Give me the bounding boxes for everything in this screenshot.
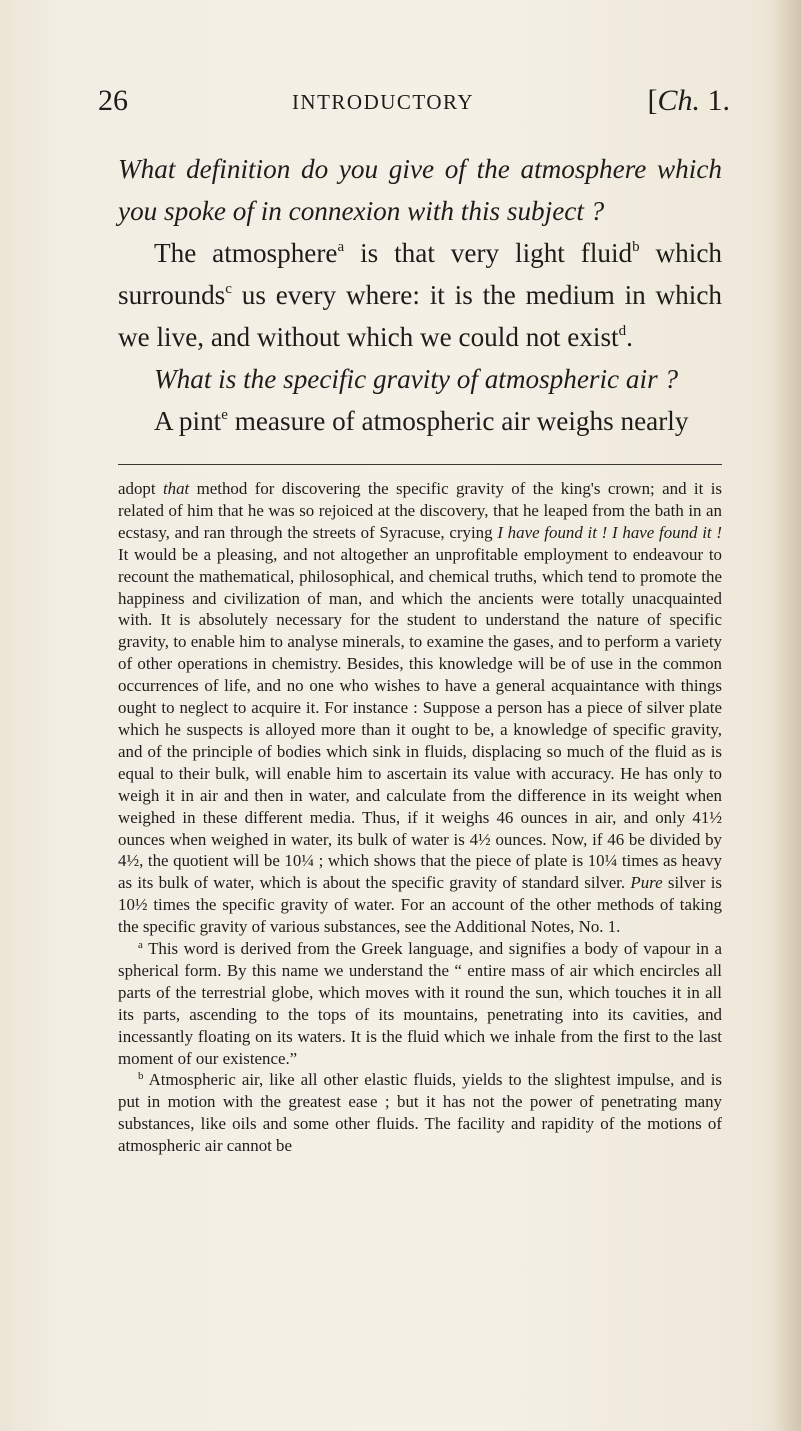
answer-text: measure of atmospheric air weighs nearly — [227, 406, 689, 436]
footnote-ref-a: a — [337, 239, 345, 255]
page-header — [98, 84, 730, 134]
footnote-ref-c: c — [225, 281, 232, 297]
footnote-text: silver is 10½ times the specific gravity of water. For an account of the other methods of taking the specific gravity of various substances, see the Additional Notes, No. 1. — [118, 873, 722, 937]
answer-text: A pint — [154, 406, 222, 436]
footnote-a — [118, 938, 722, 1069]
footnote-ref-b: b — [632, 239, 640, 255]
answer-atmosphere-definition — [118, 232, 722, 358]
answer-text: The atmosphere — [154, 238, 338, 268]
footnote-marker: a — [138, 939, 143, 952]
footnote-ref-e: e — [221, 407, 228, 423]
page-edge-shadow — [773, 0, 801, 1431]
answer-text: us every where: it is the medium in which we live, and without which we could not exist — [118, 280, 722, 352]
footnote-italic: Pure — [630, 873, 663, 893]
chapter-number: 1. — [707, 84, 730, 117]
answer-text: which surrounds — [118, 238, 722, 310]
footnote-text: adopt — [118, 479, 163, 498]
question-atmosphere-definition: What definition do you give of the atmosphere which you spoke of in connexion with this subject ? — [118, 154, 722, 226]
running-head: INTRODUCTORY — [291, 90, 475, 114]
footnote-marker: b — [138, 1070, 144, 1083]
chapter-bracket: [ — [647, 84, 658, 117]
footnote-text: Atmospheric air, like all other elastic fluids, yields to the slightest impulse, and is put in motion with the greatest ease ; but it has not the power of penetrating many substances, like oils and some other fluids. The facility and rapidity of the motions of atmospheric air cannot be — [118, 1070, 722, 1156]
chapter-abbrev: Ch. — [657, 84, 700, 117]
question-specific-gravity: What is the specific gravity of atmospheric air ? — [154, 364, 679, 394]
page-number: 26 — [98, 84, 128, 117]
footnote-text: It would be a pleasing, and not altogether an unprofitable employment to endeavour to recount the mathematical, philosophical, and chemical truths, which tend to promote the happiness and civilization of man, and which the ancients were totally unacquainted with. It is absolutely necessary for the student to understand the nature of specific gravity, to enable him to analyse minerals, to examine the gases, and to perform a variety of other operations in chemistry. Besides, this knowledge will be of use in the common occurrences of life, and no one who wishes to have a general acquaintance with things ought to neglect to acquire it. For instance : Suppose a person has a piece of silver plate which he suspects is alloyed more than it ought to be, a knowledge of specific gravity, and of the principle of bodies which sink in fluids, displacing so much of the fluid as is equal to their bulk, will enable him to ascertain its value with accuracy. He has only to weigh it in air and then in water, and calculate from the difference in its weight when weighed in these different media. Thus, if it weighs 46 ounces in air, and only 41½ ounces when weighed in water, its bulk of water is 4½ ounces. Now, if 46 be divided by 4½, the quotient will be 10¼ ; which shows that the piece of plate is 10¼ times as heavy as its bulk of water, which is about the specific gravity of standard silver. — [118, 544, 722, 893]
chapter-reference — [647, 84, 730, 118]
footnote-continued — [118, 478, 722, 938]
footnote-rule — [118, 464, 722, 465]
footnote-italic: that — [162, 479, 190, 498]
answer-text: is that very light fluid — [344, 238, 633, 268]
main-text — [118, 148, 722, 442]
answer-specific-gravity — [118, 400, 722, 442]
footnote-text: method for discovering the specific gravity of the king's crown; and it is related of him that he was so rejoiced at the discovery, that he leaped from the bath in an ecstasy, and ran through the streets of Syracuse, crying — [118, 479, 722, 542]
footnote-text: This word is derived from the Greek language, and signifies a body of vapour in a spherical form. By this name we understand the “ entire mass of air which encircles all parts of the terrestrial globe, which moves with it round the sun, which touches it in all its parts, ascending to the tops of its mountains, penetrating into its cavities, and incessantly floating on its waters. It is the fluid which we inhale from the first to the last moment of our existence.” — [118, 939, 722, 1068]
footnote-italic: I have found it ! I have found it ! — [497, 522, 722, 542]
answer-text: . — [626, 322, 633, 352]
footnote-b — [118, 1069, 722, 1157]
footnotes — [118, 478, 722, 1157]
footnote-ref-d: d — [618, 323, 627, 339]
